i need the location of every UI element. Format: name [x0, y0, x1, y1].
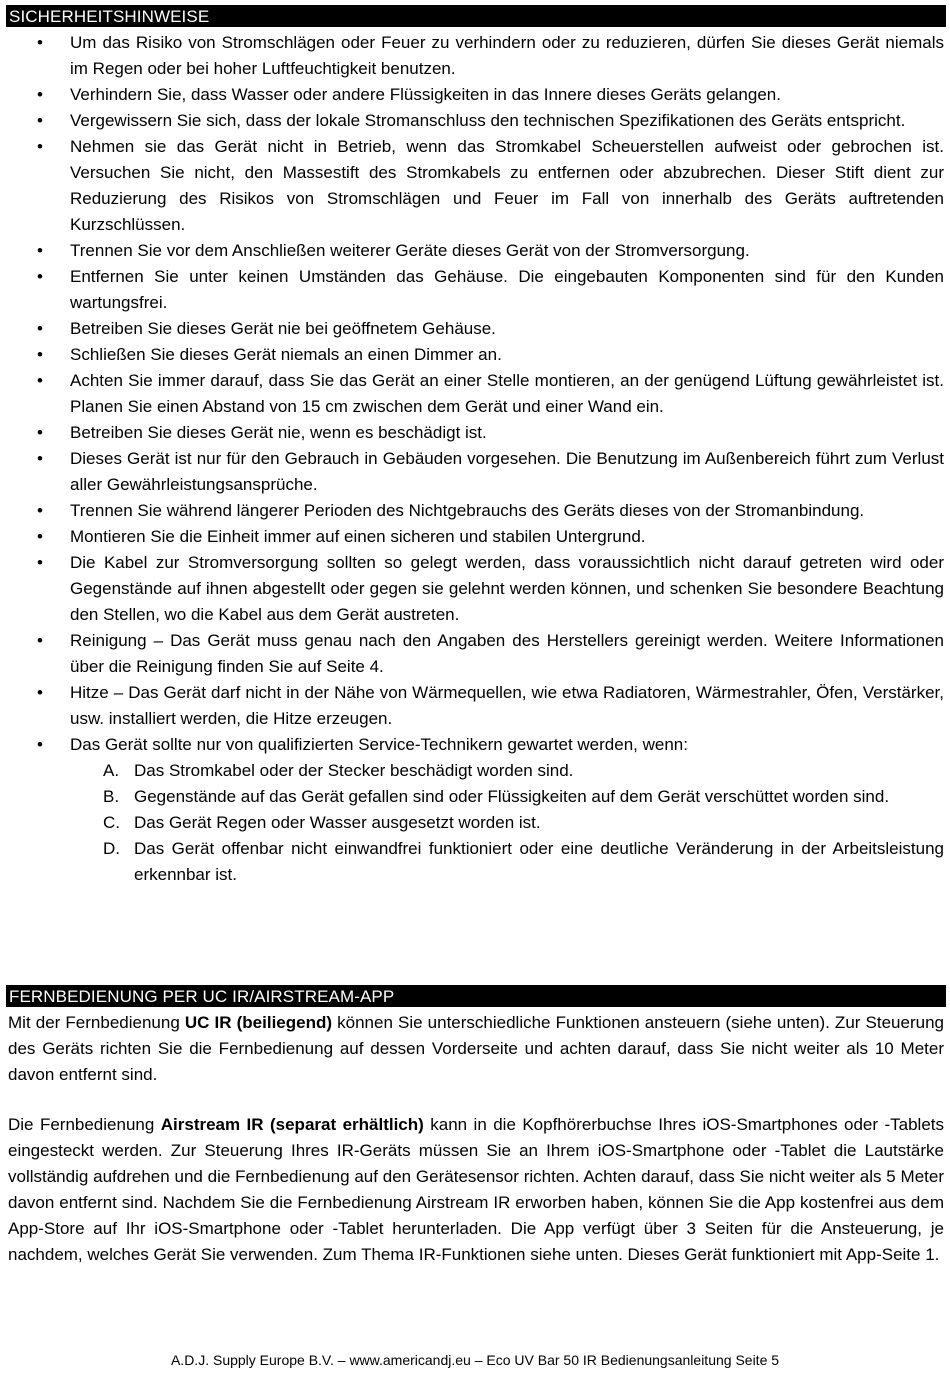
service-intro-text: Das Gerät sollte nur von qualifizierten Service-Technikern gewartet werden, wenn: — [70, 735, 688, 754]
list-item: • Achten Sie immer darauf, dass Sie das Gerät an einer Stelle montieren, an der genügend Lüftung gewährleistet ist. Planen Sie einen Abstand von 15 cm zwischen dem Gerät und einer Wand ein. — [0, 368, 950, 420]
paragraph-text: Die Fernbedienung — [8, 1115, 161, 1134]
safety-bullet-list — [0, 30, 950, 888]
list-item: • Um das Risiko von Stromschlägen oder Feuer zu verhindern oder zu reduzieren, dürfen Sie dieses Gerät niemals im Regen oder bei hoher Luftfeuchtigkeit benutzen. — [0, 30, 950, 82]
sub-list-item — [70, 836, 944, 888]
list-item-service — [0, 732, 950, 888]
sub-item-marker: A. — [103, 761, 120, 780]
list-item: • Nehmen sie das Gerät nicht in Betrieb, wenn das Stromkabel Scheuerstellen aufweist oder gebrochen ist. Versuchen Sie nicht, den Massestift des Stromkabels zu entfernen oder abzubrechen. Dieser Stift dient zur Reduzierung des Risikos von Stromschlägen und Feuer im Fall von innerhalb des Geräts auftretenden Kurzschlüssen. — [0, 134, 950, 238]
sub-item-marker: C. — [103, 813, 120, 832]
list-item: • Trennen Sie vor dem Anschließen weiterer Geräte dieses Gerät von der Stromversorgung. — [0, 238, 950, 264]
sub-item-text: Das Gerät offenbar nicht einwandfrei funktioniert oder eine deutliche Veränderung in der Arbeitsleistung erkennbar ist. — [134, 839, 944, 884]
service-conditions-list — [70, 758, 944, 888]
list-item: • Trennen Sie während längerer Perioden des Nichtgebrauchs des Geräts dieses von der Stromanbindung. — [0, 498, 950, 524]
sub-item-marker: B. — [103, 787, 120, 806]
sub-item-text: Gegenstände auf das Gerät gefallen sind oder Flüssigkeiten auf dem Gerät verschüttet worden sind. — [134, 787, 890, 806]
list-item: • Betreiben Sie dieses Gerät nie, wenn es beschädigt ist. — [0, 420, 950, 446]
list-item: • Die Kabel zur Stromversorgung sollten so gelegt werden, dass voraussichtlich nicht darauf getreten wird oder Gegenstände auf ihnen abgestellt oder gegen sie gelehnt werden können, und schenken Sie besondere Beachtung den Stellen, wo die Kabel aus dem Gerät austreten. — [0, 550, 950, 628]
sub-list-item — [70, 758, 944, 784]
sub-item-text: Das Gerät Regen oder Wasser ausgesetzt worden ist. — [134, 813, 541, 832]
paragraph-text: können Sie unterschiedliche Funktionen ansteuern (siehe unten). Zur Steuerung des Geräts richten Sie die Fernbedienung auf dessen Vorderseite und achten darauf, dass Sie nicht weiter als 10 Meter davon entfernt sind. — [8, 1013, 944, 1084]
paragraph-text: Mit der Fernbedienung — [8, 1013, 185, 1032]
list-item: • Dieses Gerät ist nur für den Gebrauch in Gebäuden vorgesehen. Die Benutzung im Außenbereich führt zum Verlust aller Gewährleistungsansprüche. — [0, 446, 950, 498]
paragraph-text: kann in die Kopfhörerbuchse Ihres iOS-Smartphones oder -Tablets eingesteckt werden. Zur Steuerung Ihres IR-Geräts müssen Sie an Ihrem iOS-Smartphone oder -Tablet die Lautstärke vollständig aufdrehen und die Fernbedienung auf den Gerätesensor richten. Achten darauf, dass Sie nicht weiter als 5 Meter davon entfernt sind. Nachdem Sie die Fernbedienung Airstream IR erworben haben, können Sie die App kostenfrei aus dem App-Store auf Ihr iOS-Smartphone oder -Tablet herunterladen. Die App verfügt über 3 Seiten für die Ansteuerung, je nachdem, welches Gerät Sie verwenden. Zum Thema IR-Funktionen siehe unten. Dieses Gerät funktioniert mit App-Seite 1. — [8, 1115, 945, 1264]
list-item: • Betreiben Sie dieses Gerät nie bei geöffnetem Gehäuse. — [0, 316, 950, 342]
list-item: • Hitze – Das Gerät darf nicht in der Nähe von Wärmequellen, wie etwa Radiatoren, Wärmestrahler, Öfen, Verstärker, usw. installiert werden, die Hitze erzeugen. — [0, 680, 950, 732]
product-name-bold: UC IR (beiliegend) — [184, 1013, 333, 1032]
page-footer: A.D.J. Supply Europe B.V. – www.americandj.eu – Eco UV Bar 50 IR Bedienungsanleitung Seite 5 — [170, 1352, 780, 1368]
sub-item-marker: D. — [103, 839, 120, 858]
remote-paragraph-airstream — [8, 1112, 944, 1268]
sub-item-text: Das Stromkabel oder der Stecker beschädigt worden sind. — [134, 761, 574, 780]
list-item: • Schließen Sie dieses Gerät niemals an einen Dimmer an. — [0, 342, 950, 368]
list-item: • Verhindern Sie, dass Wasser oder andere Flüssigkeiten in das Innere dieses Geräts gelangen. — [0, 82, 950, 108]
list-item: • Entfernen Sie unter keinen Umständen das Gehäuse. Die eingebauten Komponenten sind für den Kunden wartungsfrei. — [0, 264, 950, 316]
product-name-bold: Airstream IR (separat erhältlich) — [160, 1115, 424, 1134]
sub-list-item — [70, 784, 944, 810]
list-item: • Reinigung – Das Gerät muss genau nach den Angaben des Herstellers gereinigt werden. Weitere Informationen über die Reinigung finden Sie auf Seite 4. — [0, 628, 950, 680]
remote-paragraph-uc-ir — [8, 1010, 944, 1088]
section-heading-safety: SICHERHEITSHINWEISE — [6, 5, 946, 27]
section-heading-remote: FERNBEDIENUNG PER UC IR/AIRSTREAM-APP — [6, 985, 946, 1007]
list-item: • Montieren Sie die Einheit immer auf einen sicheren und stabilen Untergrund. — [0, 524, 950, 550]
sub-list-item — [70, 810, 944, 836]
list-item: • Vergewissern Sie sich, dass der lokale Stromanschluss den technischen Spezifikationen des Geräts entspricht. — [0, 108, 950, 134]
